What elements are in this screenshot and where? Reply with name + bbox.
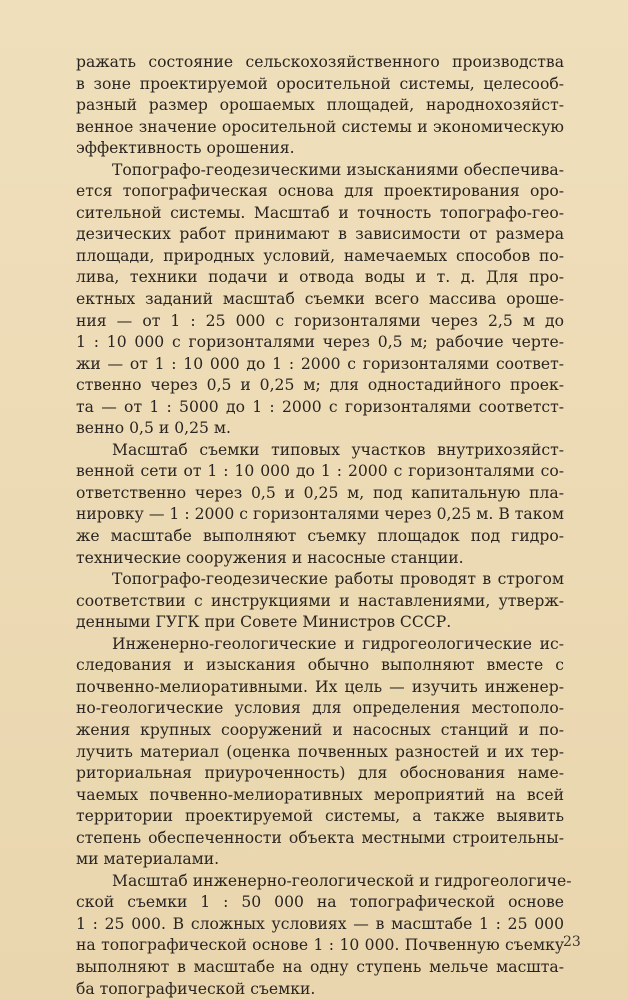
text-line: венной сети от 1 : 10 000 до 1 : 2000 с горизонталями со- [76, 462, 564, 481]
text-line: лива, техники подачи и отвода воды и т. д. Для про- [76, 268, 564, 287]
text-line: чаемых почвенно-мелиоративных мероприятий на всей [76, 785, 564, 804]
text-line: ба топографической съемки. [76, 979, 316, 998]
text-line: венное значение оросительной системы и экономическую [76, 117, 564, 136]
text-line: денными ГУГК при Совете Министров СССР. [76, 613, 452, 632]
text-line: разный размер орошаемых площадей, народнохозяйст- [76, 96, 564, 115]
text-line: территории проектируемой системы, а также выявить [76, 807, 564, 826]
paragraph-start-line: Топографо-геодезическими изысканиями обеспечива- [112, 160, 564, 179]
text-line: ется топографическая основа для проектирования оро- [76, 182, 564, 201]
text-line: лучить материал (оценка почвенных разностей и их тер- [76, 742, 564, 761]
text-line: та — от 1 : 5000 до 1 : 2000 с горизонталями соответст- [76, 397, 564, 416]
text-line: на топографической основе 1 : 10 000. Почвенную съемку [76, 936, 564, 955]
text-line: нировку — 1 : 2000 с горизонталями через 0,25 м. В таком [76, 505, 564, 524]
text-line: ственно через 0,5 и 0,25 м; для одностадийного проек- [76, 376, 564, 395]
text-line: следования и изыскания обычно выполняют вместе с [76, 656, 564, 675]
text-line: но-геологические условия для определения местополо- [76, 699, 564, 718]
text-line: 1 : 25 000. В сложных условиях — в масштабе 1 : 25 000 [76, 914, 564, 933]
text-line: степень обеспеченности объекта местными строительны- [76, 828, 564, 847]
text-line: дезических работ принимают в зависимости от размера [76, 225, 564, 244]
text-line: почвенно-мелиоративными. Их цель — изучить инженер- [76, 677, 564, 696]
text-line: же масштабе выполняют съемку площадок под гидро- [76, 527, 564, 546]
text-line: технические сооружения и насосные станции. [76, 548, 464, 567]
text-line: 1 : 10 000 с горизонталями через 0,5 м; рабочие черте- [76, 333, 564, 352]
paragraph-start-line: Масштаб инженерно-геологической и гидрогеологиче- [112, 871, 572, 890]
text-line: венно 0,5 и 0,25 м. [76, 419, 232, 438]
text-line: ектных заданий масштаб съемки всего массива ороше- [76, 290, 564, 309]
text-line: в зоне проектируемой оросительной системы, целесооб- [76, 74, 564, 93]
text-line: ской съемки 1 : 50 000 на топографической основе [76, 893, 564, 912]
text-line: выполняют в масштабе на одну ступень мельче масшта- [76, 957, 564, 976]
text-line: жи — от 1 : 10 000 до 1 : 2000 с горизонталями соответ- [76, 354, 564, 373]
text-line: сительной системы. Масштаб и точность топографо-гео- [76, 203, 564, 222]
text-line: соответствии с инструкциями и наставлениями, утверж- [76, 591, 564, 610]
paragraph-start-line: Масштаб съемки типовых участков внутрихозяйст- [112, 440, 564, 459]
page-number: 23 [563, 934, 581, 950]
text-line: эффективность орошения. [76, 139, 295, 158]
text-line: жения крупных сооружений и насосных станций и по- [76, 720, 564, 739]
text-line: ответственно через 0,5 и 0,25 м, под капитальную пла- [76, 483, 564, 502]
text-line: площади, природных условий, намечаемых способов по- [76, 246, 564, 265]
paragraph-start-line: Инженерно-геологические и гидрогеологические ис- [112, 634, 564, 653]
text-line: риториальная приуроченность) для обоснования наме- [76, 764, 564, 783]
text-line: ния — от 1 : 25 000 с горизонталями через 2,5 м до [76, 311, 564, 330]
text-line: ми материалами. [76, 850, 220, 869]
text-line: ражать состояние сельскохозяйственного производства [76, 53, 564, 71]
paragraph-start-line: Топографо-геодезические работы проводят в строгом [112, 570, 564, 589]
